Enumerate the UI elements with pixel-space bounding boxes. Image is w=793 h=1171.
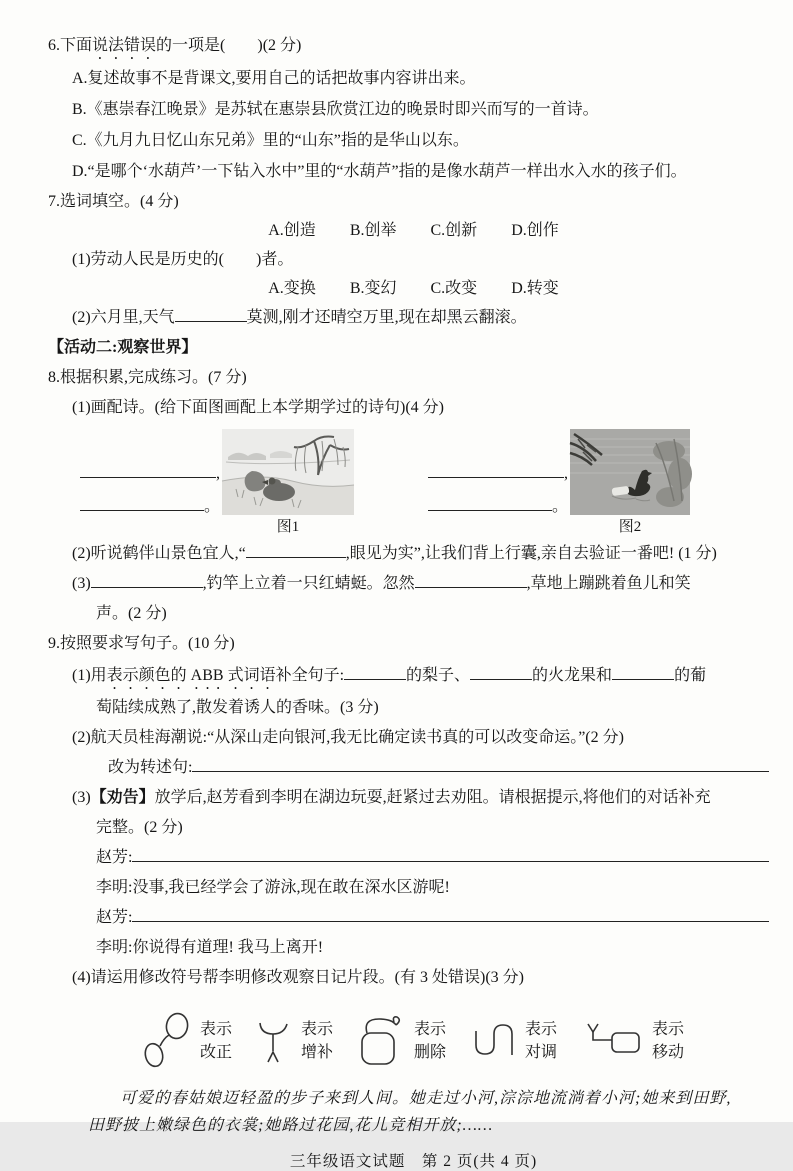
poem-line-blank xyxy=(428,461,568,482)
q9-item1-mid: 补全句子: xyxy=(275,667,345,684)
q6-stem-suffix: 的一项是( )(2 分) xyxy=(156,37,302,54)
dialog-zhao1-label: 赵芳: xyxy=(96,849,133,866)
q7-item-2 xyxy=(48,303,779,333)
q7-choice-b: B.创举 xyxy=(349,222,397,239)
q9-item-2: (2)航天员桂海潮说:“从深山走向银河,我无比确定读书真的可以改变命运。”(2 分) xyxy=(72,729,624,746)
proofreading-symbol-insertion xyxy=(258,1016,333,1066)
symbol-label-line: 表示 xyxy=(300,1021,333,1038)
q7-item-1: (1)劳动人民是历史的( )者。 xyxy=(72,251,294,268)
proofreading-symbol-move xyxy=(583,1018,684,1064)
fig1-image xyxy=(222,429,354,515)
answer-blank[interactable] xyxy=(132,845,769,862)
diary-passage xyxy=(88,1085,779,1139)
q9-item-4: (4)请运用修改符号帮李明修改观察日记片段。(有 3 处错误)(3 分) xyxy=(72,969,524,986)
q6-option-a: A.复述故事不是背课文,要用自己的话把故事内容讲出来。 xyxy=(72,70,476,87)
symbol-label-line: 表示 xyxy=(652,1021,685,1038)
q9-item-1 xyxy=(48,659,779,693)
answer-blank[interactable] xyxy=(470,663,532,680)
figure-1-answer-blanks xyxy=(80,429,222,537)
page-footer: 三年级语文试题 第 2 页(共 4 页) xyxy=(289,1153,538,1170)
q6-option-c: C.《九月九日忆山东兄弟》里的“山东”指的是华山以东。 xyxy=(72,132,469,149)
poem-line-blank xyxy=(80,461,220,482)
q7-choice-d: D.创作 xyxy=(511,222,559,239)
q7-choice2-b: B.变幻 xyxy=(349,280,397,297)
answer-blank[interactable] xyxy=(415,571,527,588)
q9-item1-t2: 的火龙果和 xyxy=(532,667,613,684)
swap-icon xyxy=(472,1019,516,1063)
correction-icon xyxy=(143,1012,191,1070)
q9-item-3 xyxy=(48,783,779,813)
q7-choice-row-1 xyxy=(48,217,779,245)
q9-item1-t1: 的梨子、 xyxy=(406,667,471,684)
q7-choice2-a: A.变换 xyxy=(268,280,316,297)
symbol-label-line: 对调 xyxy=(525,1044,558,1061)
q6-option-b: B.《惠崇春江晚景》是苏轼在惠崇县欣赏江边的晚景时即兴而写的一首诗。 xyxy=(72,101,599,118)
question-6-stem xyxy=(48,30,779,63)
answer-blank[interactable] xyxy=(80,461,216,478)
q7-choice2-d: D.转变 xyxy=(511,280,559,297)
proofreading-symbol-correction xyxy=(143,1012,232,1070)
comma-mark: , xyxy=(564,465,568,482)
q7-item2-suffix: 莫测,刚才还晴空万里,现在却黑云翻滚。 xyxy=(246,309,527,326)
q9-item3-text: 放学后,赵芳看到李明在湖边玩耍,赶紧过去劝阻。请根据提示,将他们的对话补充 xyxy=(154,789,711,806)
q8-item3-mid1: ,钓竿上立着一只红蜻蜓。忽然 xyxy=(202,575,415,592)
deletion-icon xyxy=(359,1014,405,1068)
answer-blank[interactable] xyxy=(175,305,247,322)
symbol-label-insertion xyxy=(301,1018,333,1064)
figure-2-unit xyxy=(428,429,690,537)
answer-blank[interactable] xyxy=(132,905,769,922)
q9-rewrite-label: 改为转述句: xyxy=(108,759,193,776)
period-mark: 。 xyxy=(551,498,568,515)
q8-item2-prefix: (2)听说鹤伴山景色宜人,“ xyxy=(72,545,246,562)
proofreading-symbol-swap xyxy=(472,1018,557,1064)
symbol-label-deletion xyxy=(414,1018,446,1064)
question-7-stem: 7.选词填空。(4 分) xyxy=(48,193,179,210)
q8-item-3 xyxy=(48,569,779,599)
symbol-label-swap xyxy=(525,1018,557,1064)
question-9-stem: 9.按照要求写句子。(10 分) xyxy=(48,635,235,652)
diary-passage-line1: 可爱的春姑娘迈轻盈的步子来到人间。她走过小河,淙淙地流淌着小河;她来到田野, xyxy=(120,1090,732,1107)
symbol-label-line: 增补 xyxy=(300,1044,333,1061)
poem-line-blank xyxy=(80,494,220,515)
figure-2 xyxy=(570,429,690,537)
q8-item-2 xyxy=(48,539,779,569)
answer-blank[interactable] xyxy=(80,494,204,511)
figure-1-caption: 图1 xyxy=(276,519,300,535)
poem-line-blank xyxy=(428,494,568,515)
answer-blank[interactable] xyxy=(91,571,203,588)
answer-blank[interactable] xyxy=(612,663,674,680)
comma-mark: , xyxy=(216,465,220,482)
q7-choice-c: C.创新 xyxy=(430,222,478,239)
answer-blank[interactable] xyxy=(344,663,406,680)
dialog-zhao-2 xyxy=(48,903,779,933)
q8-item-1: (1)画配诗。(给下面图画配上本学期学过的诗句)(4 分) xyxy=(72,399,444,416)
move-icon xyxy=(583,1021,643,1061)
answer-blank[interactable] xyxy=(246,541,346,558)
poem-figure-row xyxy=(48,429,779,537)
insertion-icon xyxy=(258,1016,292,1066)
section-2-header: 【活动二:观察世界】 xyxy=(48,339,198,356)
dialog-zhao-1 xyxy=(48,843,779,873)
answer-blank[interactable] xyxy=(428,494,552,511)
symbol-label-line: 表示 xyxy=(413,1021,446,1038)
dialog-li-2: 李明:你说得有道理! 我马上离开! xyxy=(96,939,324,956)
q7-choice2-c: C.改变 xyxy=(430,280,478,297)
proofreading-symbol-deletion xyxy=(359,1014,446,1068)
symbol-label-line: 表示 xyxy=(525,1021,558,1038)
q9-item1-t3: 的葡 xyxy=(674,667,707,684)
dialog-zhao2-label: 赵芳: xyxy=(96,909,133,926)
q8-item3-prefix: (3) xyxy=(72,575,91,592)
q9-item-1-line2: 萄陆续成熟了,散发着诱人的香味。(3 分) xyxy=(96,699,379,716)
question-8-stem: 8.根据积累,完成练习。(7 分) xyxy=(48,369,247,386)
symbol-label-move xyxy=(652,1018,684,1064)
symbol-label-line: 删除 xyxy=(413,1044,446,1061)
dialog-li-1: 李明:没事,我已经学会了游泳,现在敢在深水区游呢! xyxy=(96,879,450,896)
symbol-label-line: 移动 xyxy=(652,1044,685,1061)
q6-stem-emphasized: 说法错误 xyxy=(92,37,157,54)
figure-1 xyxy=(222,429,354,537)
q7-item2-prefix: (2)六月里,天气 xyxy=(72,309,175,326)
q8-item-3-line2: 声。(2 分) xyxy=(96,605,167,622)
figure-2-caption: 图2 xyxy=(618,519,642,535)
symbol-label-correction xyxy=(200,1018,232,1064)
q6-stem-prefix: 6.下面 xyxy=(48,37,93,54)
q8-item2-suffix: ,眼见为实”,让我们背上行囊,亲自去验证一番吧! (1 分) xyxy=(345,545,717,562)
q9-item3-prefix: (3) xyxy=(72,789,91,806)
answer-blank[interactable] xyxy=(428,461,564,478)
q9-item3-tag: 【劝告】 xyxy=(90,789,155,806)
q7-choice-row-2 xyxy=(48,275,779,303)
answer-blank[interactable] xyxy=(192,755,769,772)
proofreading-symbols-row xyxy=(48,1005,779,1077)
symbol-label-line: 改正 xyxy=(199,1044,232,1061)
q6-option-d: D.“是哪个‘水葫芦’一下钻入水中”里的“水葫芦”指的是像水葫芦一样出水入水的孩子们。 xyxy=(72,163,687,180)
diary-passage-line2: 田野披上嫩绿色的衣裳;她路过花园,花儿竞相开放;…… xyxy=(88,1117,494,1134)
q9-item1-emphasized: 表示颜色的 ABB 式词语 xyxy=(106,667,276,684)
q7-choice-a: A.创造 xyxy=(268,222,316,239)
q9-item-3-line2: 完整。(2 分) xyxy=(96,819,183,836)
q9-item1-prefix: (1)用 xyxy=(72,667,107,684)
q9-item-2-rewrite xyxy=(48,753,779,783)
q8-item3-mid2: ,草地上蹦跳着鱼儿和笑 xyxy=(526,575,691,592)
period-mark: 。 xyxy=(203,498,220,515)
figure-1-unit xyxy=(80,429,354,537)
symbol-label-line: 表示 xyxy=(199,1021,232,1038)
figure-2-answer-blanks xyxy=(428,429,570,537)
fig2-image xyxy=(570,429,690,515)
